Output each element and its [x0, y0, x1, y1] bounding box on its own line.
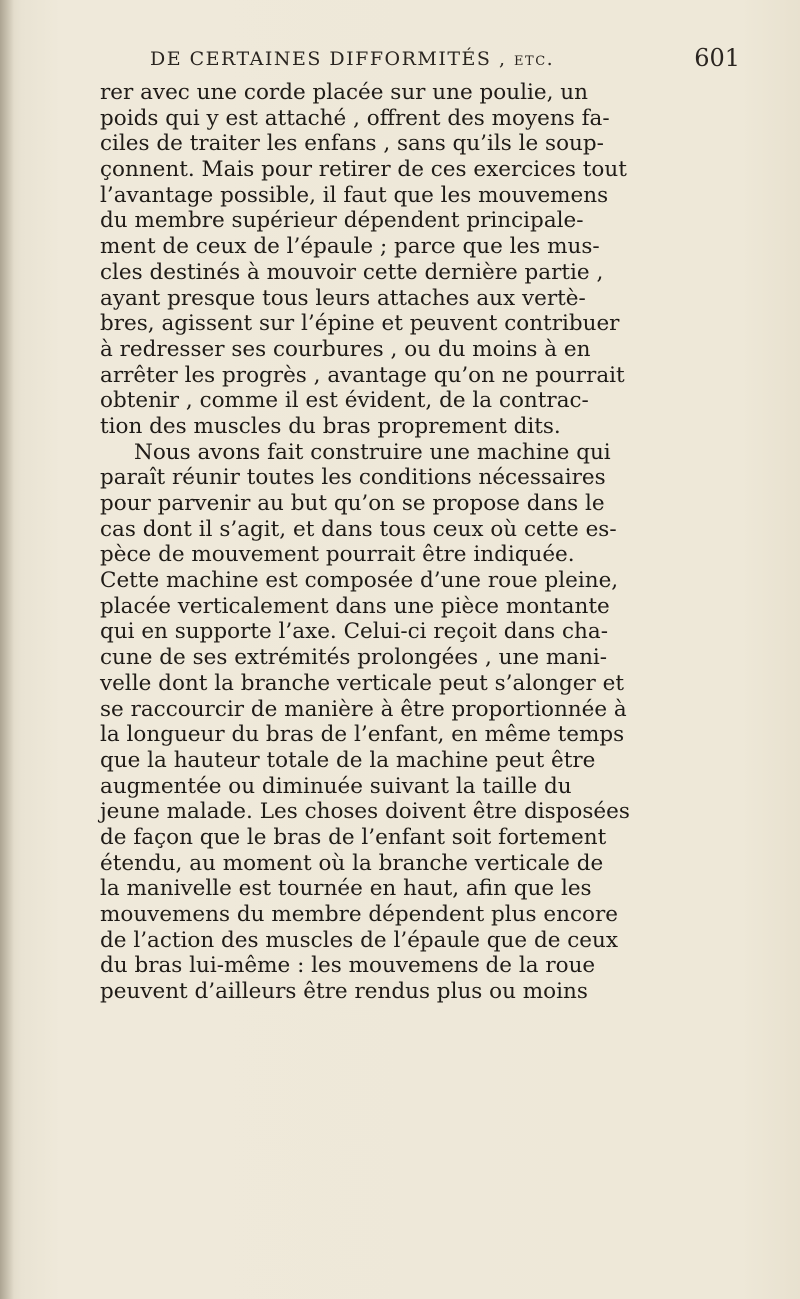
text-line: tion des muscles du bras proprement dits.	[100, 413, 561, 439]
text-line: pour parvenir au but qu’on se propose dans le	[100, 491, 605, 516]
text-line: arrêter les progrès , avantage qu’on ne pourrait	[100, 362, 625, 388]
text-line: étendu, au moment où la branche verticale de	[100, 850, 604, 876]
text-line: peuvent d’ailleurs être rendus plus ou moins	[100, 979, 588, 1005]
text-line: obtenir , comme il est évident, de la contrac-	[100, 388, 589, 414]
text-line: jeune malade. Les choses doivent être disposées	[100, 799, 630, 825]
text-line: du membre supérieur dépendent principale-	[100, 208, 584, 234]
text-line: paraît réunir toutes les conditions nécessaires	[100, 465, 606, 491]
text-line: de façon que le bras de l’enfant soit fortement	[100, 824, 607, 850]
text-line: cune de ses extrémités prolongées , une mani-	[100, 645, 608, 671]
text-line: ment de ceux de l’épaule ; parce que les mus-	[100, 234, 600, 260]
text-line: Cette machine est composée d’une roue pleine,	[100, 568, 619, 594]
text-line: que la hauteur totale de la machine peut être	[100, 747, 596, 773]
text-line: qui en supporte l’axe. Celui-ci reçoit dans cha-	[100, 619, 608, 645]
text-line: se raccourcir de manière à être proportionnée à	[100, 696, 627, 722]
text-line: bres, agissent sur l’épine et peuvent contribuer	[100, 311, 620, 337]
text-line: cas dont il s’agit, et dans tous ceux où cette es-	[100, 516, 617, 542]
text-line: placée verticalement dans une pièce montante	[100, 593, 610, 619]
text-line: Nous avons fait construire une machine qui	[134, 439, 611, 465]
text-line: pèce de mouvement pourrait être indiquée.	[100, 542, 575, 568]
text-line: l’avantage possible, il faut que les mouvemens	[100, 182, 609, 208]
text-line: poids qui y est attaché , offrent des moyens fa-	[100, 105, 610, 131]
text-line: velle dont la branche verticale peut s’alonger et	[100, 670, 624, 696]
text-line: augmentée ou diminuée suivant la taille du	[100, 773, 572, 799]
text-line: cles destinés à mouvoir cette dernière partie ,	[100, 259, 604, 285]
text-line: mouvemens du membre dépendent plus encore	[100, 902, 618, 927]
page-number: 601	[694, 44, 740, 72]
body-text	[100, 80, 740, 1005]
binding-shadow	[0, 0, 14, 1299]
text-line: de l’action des muscles de l’épaule que de ceux	[100, 927, 619, 953]
text-line: à redresser ses courbures , ou du moins à en	[100, 336, 591, 362]
text-line: la longueur du bras de l’enfant, en même temps	[100, 722, 625, 748]
text-line: ayant presque tous leurs attaches aux vertè-	[100, 285, 586, 311]
text-line: çonnent. Mais pour retirer de ces exercices tout	[100, 157, 627, 183]
running-head	[100, 44, 740, 78]
running-head-title: DE CERTAINES DIFFORMITÉS , etc.	[150, 48, 555, 70]
text-line: ciles de traiter les enfans , sans qu’ils le soup-	[100, 131, 604, 157]
text-line: rer avec une corde placée sur une poulie, un	[100, 80, 588, 105]
text-line: du bras lui-même : les mouvemens de la roue	[100, 953, 596, 979]
text-line: la manivelle est tournée en haut, afin que les	[100, 876, 592, 902]
